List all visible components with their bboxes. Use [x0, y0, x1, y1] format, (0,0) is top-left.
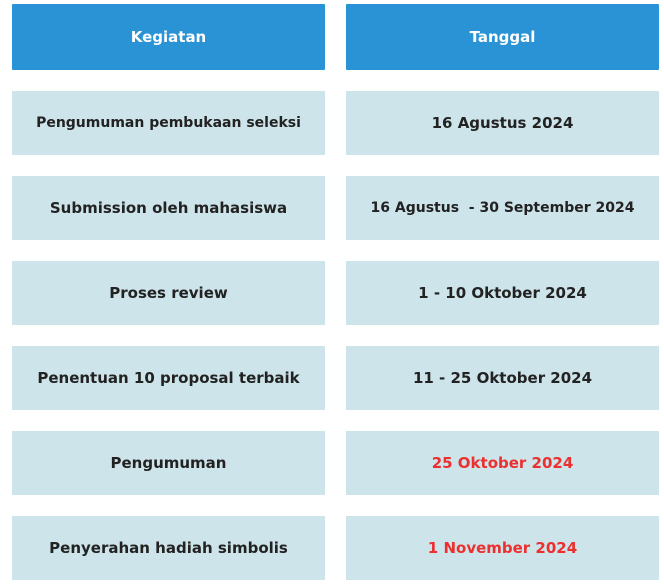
row-1-kegiatan — [12, 91, 325, 155]
row-3-tanggal — [346, 261, 659, 325]
kegiatan-text: Penentuan 10 proposal terbaik — [37, 369, 300, 387]
header-kegiatan-label: Kegiatan — [130, 28, 207, 46]
tanggal-text: 1 November 2024 — [427, 539, 578, 557]
kegiatan-text: Penyerahan hadiah simbolis — [49, 539, 288, 557]
tanggal-text: 1 - 10 Oktober 2024 — [418, 284, 587, 302]
row-2-kegiatan — [12, 176, 325, 240]
kegiatan-text: Proses review — [109, 284, 228, 302]
kegiatan-text: Pengumuman pembukaan seleksi — [36, 115, 301, 131]
kegiatan-text: Submission oleh mahasiswa — [49, 199, 288, 217]
row-6-tanggal — [346, 516, 659, 580]
row-4-kegiatan — [12, 346, 325, 410]
row-5-kegiatan — [12, 431, 325, 495]
header-tanggal-label: Tanggal — [469, 28, 536, 46]
header-kegiatan — [12, 4, 325, 70]
tanggal-text: 16 Agustus - 30 September 2024 — [370, 200, 635, 216]
row-2-tanggal — [346, 176, 659, 240]
kegiatan-text: Pengumuman — [110, 454, 227, 472]
header-tanggal — [346, 4, 659, 70]
row-5-tanggal — [346, 431, 659, 495]
row-1-tanggal — [346, 91, 659, 155]
row-3-kegiatan — [12, 261, 325, 325]
row-6-kegiatan — [12, 516, 325, 580]
tanggal-text: 16 Agustus 2024 — [431, 114, 574, 132]
tanggal-text: 25 Oktober 2024 — [431, 454, 574, 472]
row-4-tanggal — [346, 346, 659, 410]
tanggal-text: 11 - 25 Oktober 2024 — [412, 369, 593, 387]
